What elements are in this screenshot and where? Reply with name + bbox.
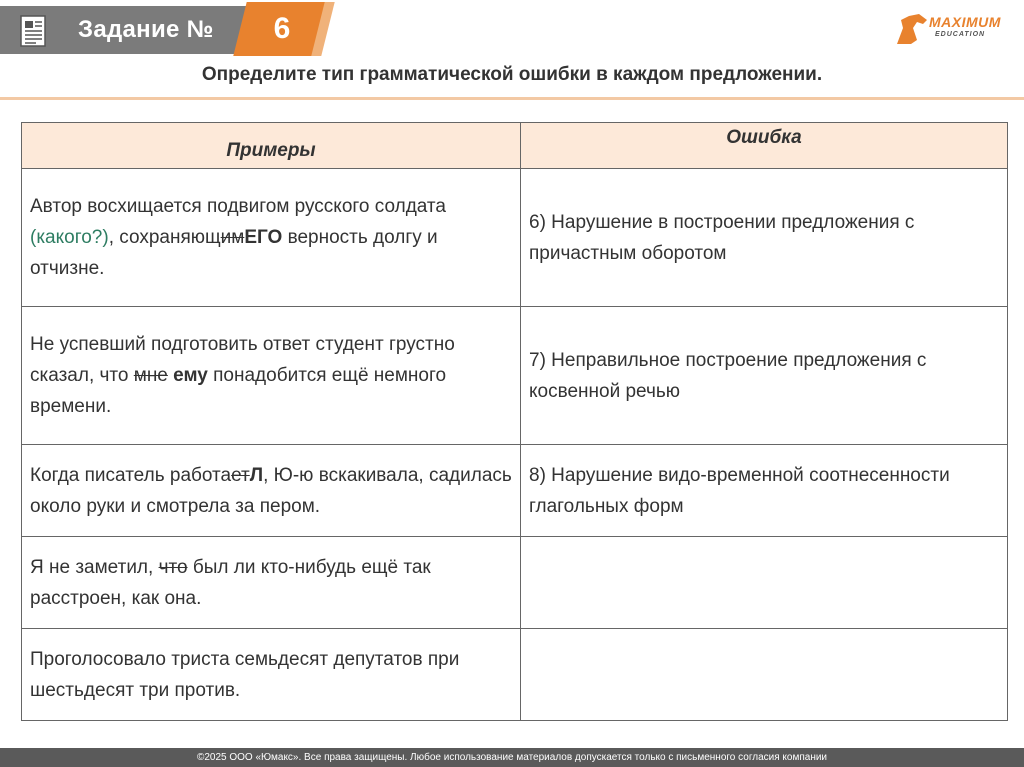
table-row [22, 629, 1008, 721]
example-cell: Я не заметил, что был ли кто-нибудь ещё так расстроен, как она. [22, 537, 521, 629]
horse-logo-icon [893, 10, 933, 50]
table-row [22, 169, 1008, 307]
examples-table [21, 122, 1008, 721]
header [0, 0, 1024, 58]
maximum-logo [893, 10, 1023, 50]
table-row [22, 307, 1008, 445]
error-cell [521, 629, 1008, 721]
task-number: 6 [273, 12, 291, 45]
example-cell: Не успевший подготовить ответ студент грустно сказал, что мне ему понадобится ещё немного времени. [22, 307, 521, 445]
task-label: Задание № [78, 16, 214, 43]
error-cell: 7) Неправильное построение предложения с косвенной речью [521, 307, 1008, 445]
header-errors: Ошибка [521, 123, 1008, 169]
logo-word: MAXIMUM [929, 14, 1001, 30]
table-row [22, 537, 1008, 629]
error-cell: 6) Нарушение в построении предложения с причастным оборотом [521, 169, 1008, 307]
title-divider [0, 97, 1024, 100]
example-cell: Проголосовало триста семьдесят депутатов при шестьдесят три против. [22, 629, 521, 721]
header-examples: Примеры [22, 123, 521, 169]
copyright-footer: ©2025 ООО «Юмакс». Все права защищены. Любое использование материалов допускается только с письменного согласия компании [0, 748, 1024, 767]
example-cell: Когда писатель работаетЛ, Ю-ю вскакивала, садилась около руки и смотрела за пером. [22, 445, 521, 537]
table-header-row [22, 123, 1008, 169]
table-row [22, 445, 1008, 537]
error-cell: 8) Нарушение видо-временной соотнесенности глагольных форм [521, 445, 1008, 537]
task-bar [0, 6, 265, 54]
error-cell [521, 537, 1008, 629]
logo-sub: EDUCATION [935, 31, 986, 38]
document-icon [18, 14, 52, 48]
page-title: Определите тип грамматической ошибки в каждом предложении. [201, 64, 823, 85]
example-cell: Автор восхищается подвигом русского солдата (какого?), сохраняющимЕГО верность долгу и отчизне. [22, 169, 521, 307]
